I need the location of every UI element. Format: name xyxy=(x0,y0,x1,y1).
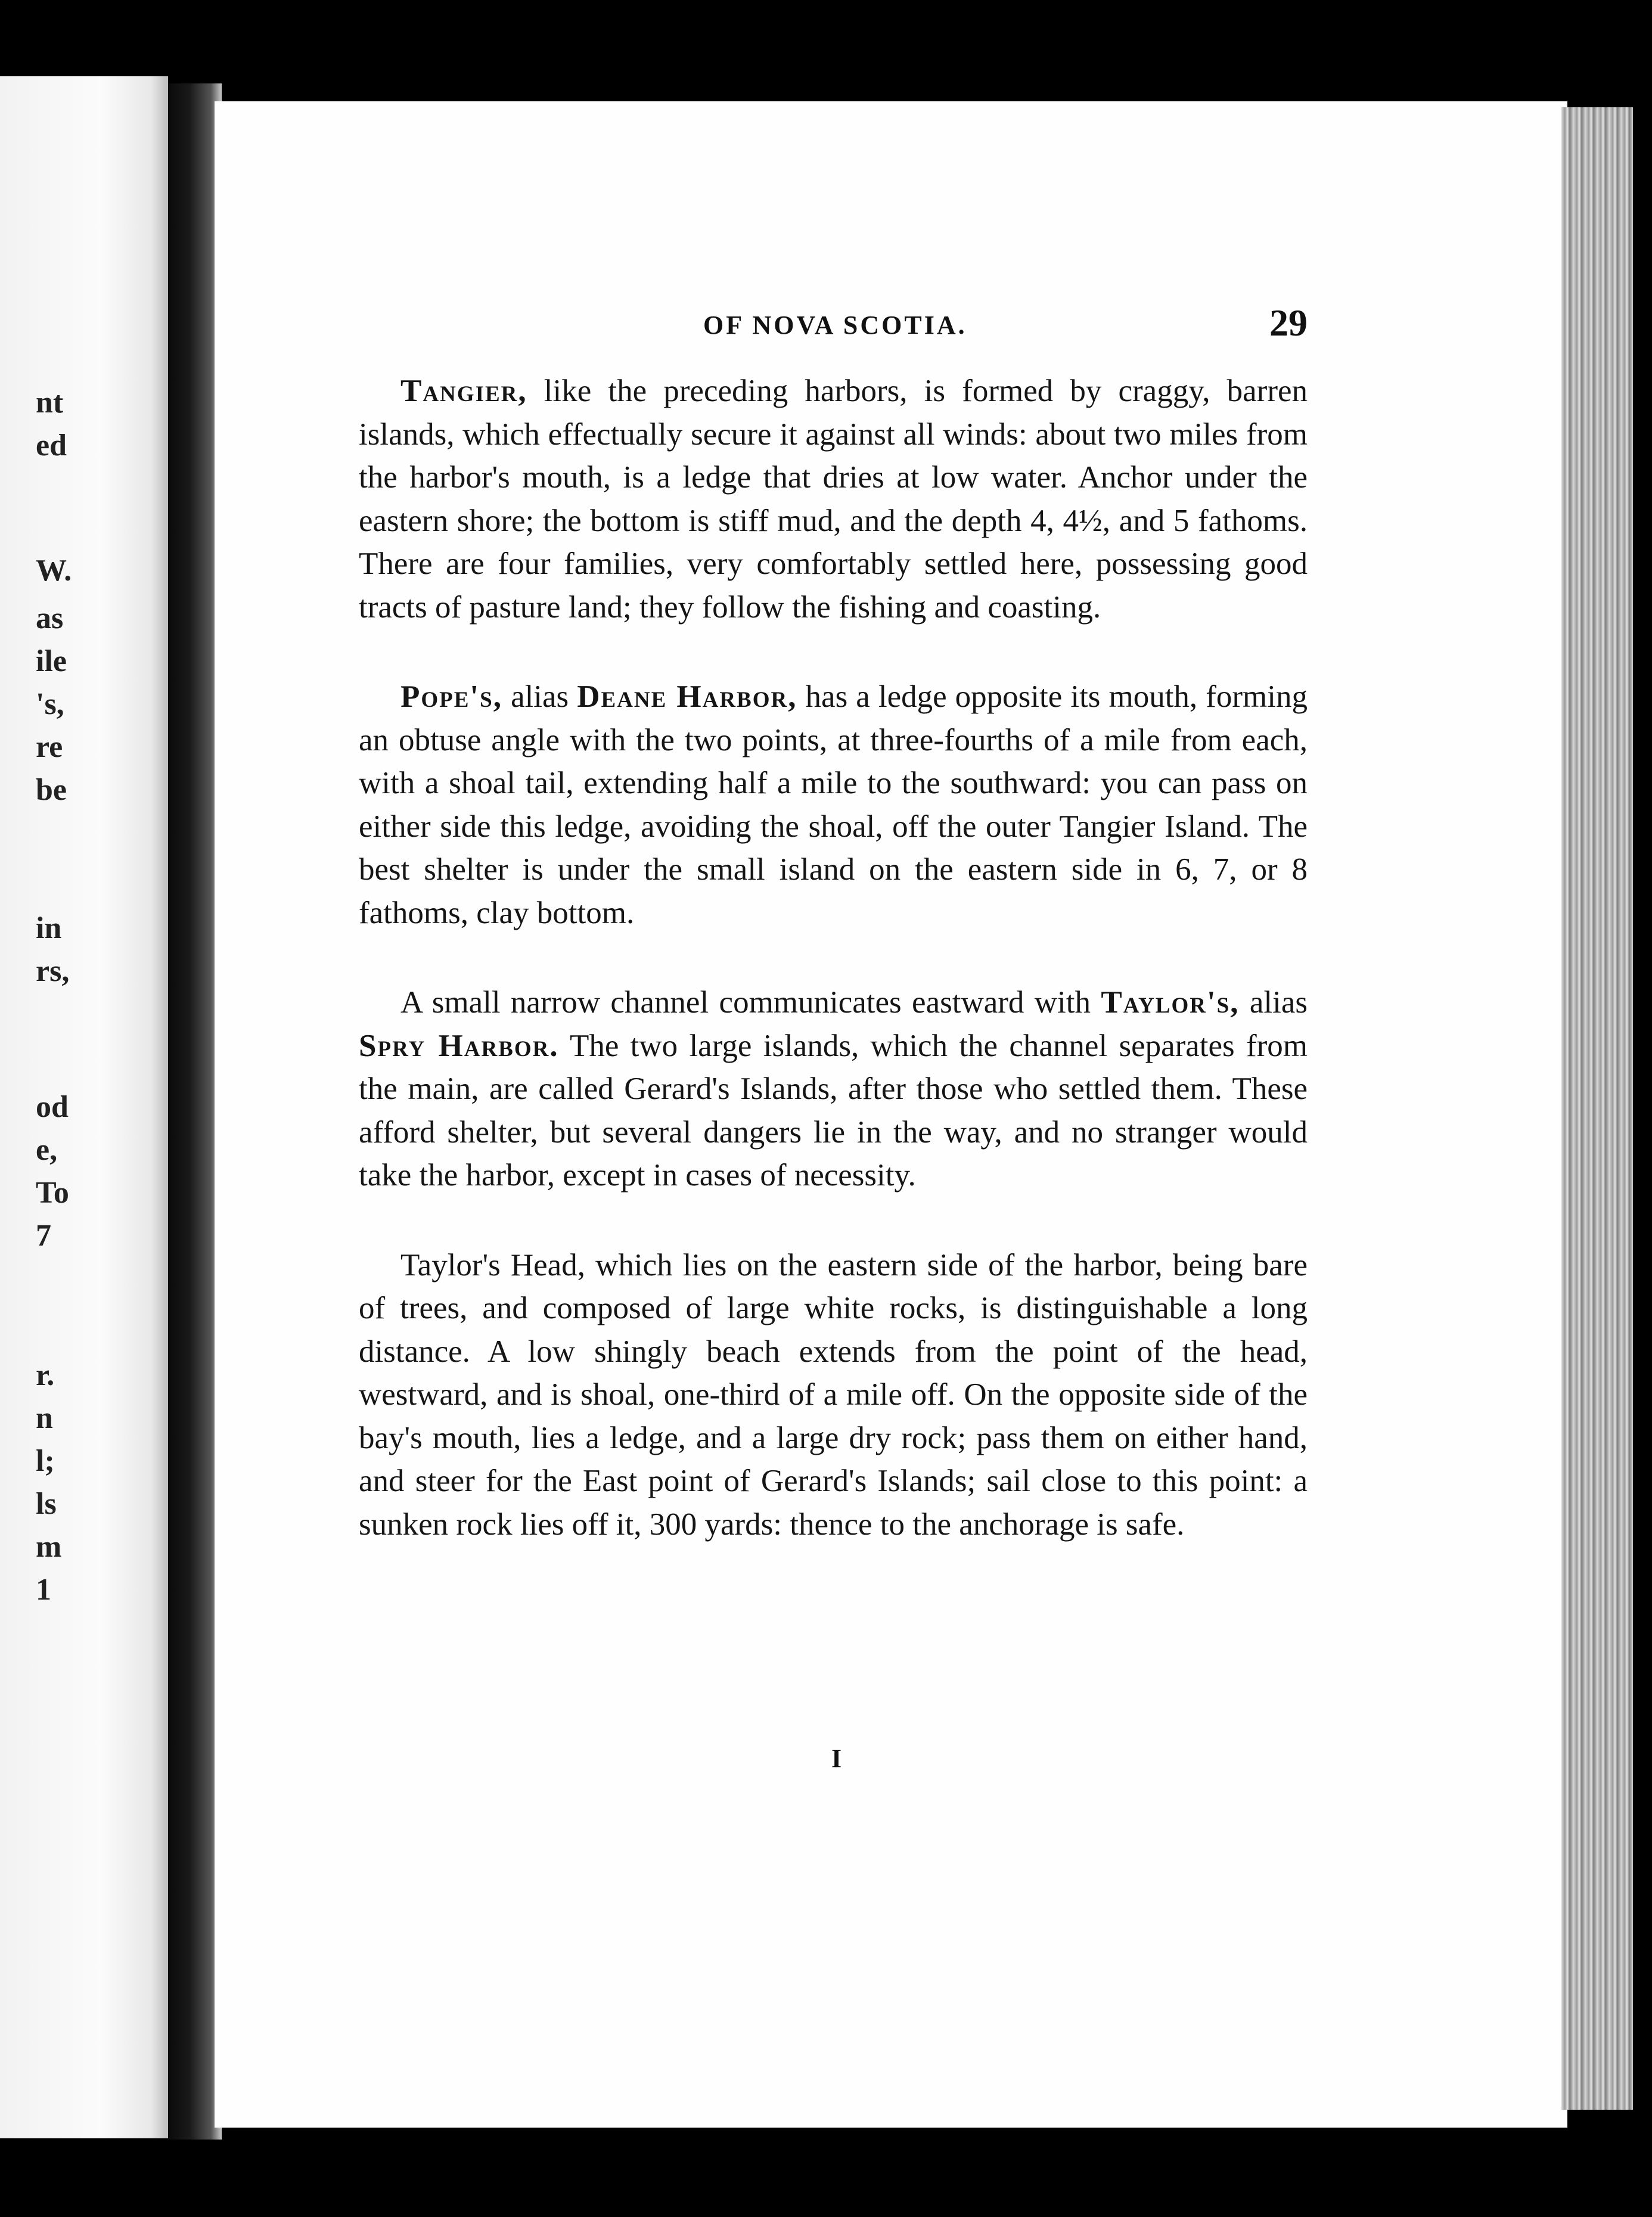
margin-fragment: ile xyxy=(36,644,67,678)
margin-fragment: nt xyxy=(36,386,64,420)
paragraph-popes-harbor xyxy=(359,675,1308,934)
margin-fragment: e, xyxy=(36,1133,58,1167)
running-head: OF NOVA SCOTIA. xyxy=(703,310,967,340)
paragraph-text: The two large islands, which the channel separates from the main, are called Gerard's Islands, after those who settled them. These afford shelter, but several dangers lie in the way, and no stranger would take the harbor, except in cases of necessity. xyxy=(359,1028,1308,1193)
page-number: 29 xyxy=(1269,302,1308,344)
margin-fragment: n xyxy=(36,1401,53,1435)
paragraph-text: has a ledge opposite its mouth, forming an obtuse angle with the two points, at three-fourths of a mile from each, with a shoal tail, extending half a mile to the southward: you can pass on either side this ledge, avoiding the shoal, off the outer Tangier Island. The best shelter is under the small island on the eastern side in 6, 7, or 8 fathoms, clay bottom. xyxy=(359,679,1308,930)
margin-fragment: ls xyxy=(36,1487,57,1521)
place-name: Pope's, xyxy=(400,679,502,714)
margin-fragment: 's, xyxy=(36,687,64,721)
book-gutter-shadow xyxy=(168,83,222,2140)
body-text xyxy=(359,370,1308,1592)
margin-fragment: be xyxy=(36,773,67,807)
margin-fragment: re xyxy=(36,730,63,764)
paragraph-text: alias xyxy=(1239,985,1308,1020)
left-facing-page xyxy=(0,76,168,2138)
margin-fragment: ed xyxy=(36,429,67,462)
paragraph-text: A small narrow channel communicates eastward with xyxy=(400,985,1101,1020)
paragraph-taylors-harbor xyxy=(359,981,1308,1197)
margin-fragment: m xyxy=(36,1530,62,1564)
margin-fragment: l; xyxy=(36,1444,55,1478)
margin-fragment: r. xyxy=(36,1358,55,1392)
page-edge xyxy=(1561,107,1633,2110)
paragraph-tangier xyxy=(359,370,1308,629)
paragraph-text: alias xyxy=(502,679,577,714)
place-name: Taylor's, xyxy=(1101,985,1240,1020)
place-name: Tangier, xyxy=(400,374,527,408)
margin-fragment: in xyxy=(36,911,62,945)
left-page-margin-text xyxy=(0,76,168,2138)
signature-mark: I xyxy=(831,1744,842,1773)
paragraph-text: like the preceding harbors, is formed by craggy, barren islands, which effectually secure it against all winds: about two miles from the harbor's mouth, is a ledge that dries at low water. Anchor under the eastern shore; the bottom is stiff mud, and the depth 4, 4½, and 5 fathoms. There are four families, very comfortably settled here, possessing good tracts of pasture land; they follow the fishing and coasting. xyxy=(359,374,1308,625)
margin-fragment: rs, xyxy=(36,954,70,988)
margin-fragment: 7 xyxy=(36,1219,51,1253)
margin-fragment: W. xyxy=(36,554,72,588)
place-name: Deane Harbor, xyxy=(577,679,797,714)
place-name: Spry Harbor. xyxy=(359,1028,559,1063)
margin-fragment: To xyxy=(36,1176,69,1210)
margin-fragment: 1 xyxy=(36,1573,51,1607)
paragraph-text: Taylor's Head, which lies on the eastern side of the harbor, being bare of trees, and composed of large white rocks, is distinguishable a long distance. A low shingly beach extends from the point of the head, westward, and is shoal, one-third of a mile off. On the opposite side of the bay's mouth, lies a ledge, and a large dry rock; pass them on either hand, and steer for the East point of Gerard's Islands; sail close to this point: a sunken rock lies off it, 300 yards: thence to the anchorage is safe. xyxy=(359,1247,1308,1542)
margin-fragment: od xyxy=(36,1090,69,1124)
paragraph-taylors-head xyxy=(359,1244,1308,1547)
margin-fragment: as xyxy=(36,601,64,635)
